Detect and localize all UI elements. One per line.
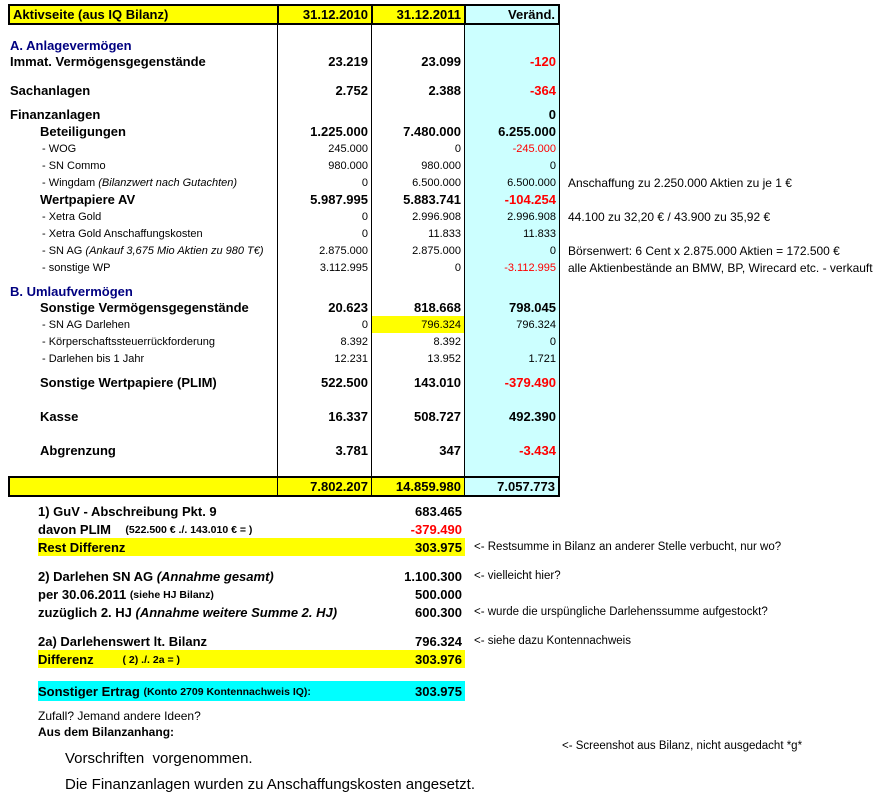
spacer-row	[8, 25, 560, 37]
cell-2010: 0	[277, 316, 371, 333]
cell-change	[464, 99, 560, 106]
analysis-row	[38, 502, 874, 520]
cell-2010: 12.231	[277, 350, 371, 367]
cell-2010	[277, 367, 371, 374]
cell-2011: 23.099	[371, 53, 464, 70]
analysis-section	[38, 502, 874, 701]
balance-rows	[8, 25, 873, 476]
cell-2011	[371, 106, 464, 123]
cell-2011	[371, 25, 464, 37]
analysis-annotation: <- vielleicht hier?	[474, 570, 561, 582]
table-row	[8, 408, 560, 425]
cell-change: -3.434	[464, 442, 560, 459]
row-label: B. Umlaufvermögen	[10, 283, 133, 299]
row-label	[8, 25, 277, 37]
table-row	[8, 174, 792, 191]
footer-heading: Aus dem Bilanzanhang:	[38, 725, 175, 739]
analysis-value: 1.100.300	[404, 568, 462, 584]
cell-2010	[277, 459, 371, 476]
spacer-row	[8, 459, 560, 476]
cell-change: 798.045	[464, 299, 560, 316]
bilanz-excerpt-line1: Vorschriften vorgenommen.	[65, 750, 253, 767]
table-row	[8, 350, 560, 367]
header-col-2010: 31.12.2010	[277, 6, 371, 23]
analysis-cell	[38, 538, 465, 556]
cell-2011: 2.388	[371, 82, 464, 99]
analysis-value: 303.975	[415, 539, 462, 555]
cell-2010: 3.112.995	[277, 259, 371, 276]
cell-2010: 23.219	[277, 53, 371, 70]
row-label	[8, 70, 277, 82]
table-row	[8, 140, 560, 157]
row-annotation: alle Aktienbestände an BMW, BP, Wirecard etc. - verkauft	[568, 260, 873, 275]
balance-table	[8, 4, 873, 497]
cell-change: 6.255.000	[464, 123, 560, 140]
analysis-cell: per 30.06.2011 (siehe HJ Bilanz) 500.000	[38, 585, 465, 603]
analysis-cell: davon PLIM (522.500 € ./. 143.010 € = ) -379.490	[38, 520, 465, 538]
row-label	[8, 367, 277, 374]
spacer-row	[8, 367, 560, 374]
analysis-label: Rest Differenz	[38, 539, 126, 555]
spacer-row	[8, 99, 560, 106]
table-header	[8, 4, 560, 25]
cell-change: 1.721	[464, 350, 560, 367]
analysis-value: 303.976	[415, 651, 462, 667]
analysis-cell	[38, 632, 465, 650]
row-label: - Darlehen bis 1 Jahr	[42, 352, 145, 365]
analysis-cell: 2) Darlehen SN AG (Annahme gesamt) 1.100.300	[38, 567, 465, 585]
cell-2010	[277, 283, 371, 299]
total-2010: 7.802.207	[277, 478, 371, 495]
cell-2010: 522.500	[277, 374, 371, 391]
cell-2011: 11.833	[371, 225, 464, 242]
screenshot-note: <- Screenshot aus Bilanz, nicht ausgedacht *g*	[562, 740, 803, 752]
row-label: Sonstige Vermögensgegenstände	[40, 300, 249, 315]
cell-2011: 0	[371, 140, 464, 157]
cell-2011	[371, 37, 464, 53]
row-label	[8, 99, 277, 106]
row-label	[8, 425, 277, 442]
cell-change: 11.833	[464, 225, 560, 242]
table-row	[8, 225, 560, 242]
analysis-label: davon PLIM	[38, 521, 126, 537]
spacer-row	[38, 668, 874, 679]
spacer-row	[8, 70, 560, 82]
cell-2011: 0	[371, 259, 464, 276]
cell-change	[464, 459, 560, 476]
table-row	[8, 242, 840, 259]
row-label: Abgrenzung	[40, 443, 116, 458]
cell-change	[464, 425, 560, 442]
cell-2010	[277, 37, 371, 53]
cell-2011	[371, 367, 464, 374]
cell-2010: 20.623	[277, 299, 371, 316]
header-title-cell: Aktivseite (aus IQ Bilanz)	[10, 6, 277, 23]
table-row	[8, 82, 560, 99]
cell-change	[464, 391, 560, 408]
table-row	[8, 157, 560, 174]
cell-change: 796.324	[464, 316, 560, 333]
row-label: Immat. Vermögensgegenstände	[10, 54, 206, 69]
cell-2010: 2.752	[277, 82, 371, 99]
cell-change: 0	[464, 106, 560, 123]
row-label: A. Anlagevermögen	[10, 37, 132, 53]
cell-2010: 3.781	[277, 442, 371, 459]
table-row	[8, 53, 560, 70]
cell-2011: 13.952	[371, 350, 464, 367]
cell-2011: 7.480.000	[371, 123, 464, 140]
table-row	[8, 442, 560, 459]
cell-change: 0	[464, 242, 560, 259]
cell-2010: 0	[277, 174, 371, 191]
header-col-2011: 31.12.2011	[371, 6, 464, 23]
spacer-row	[38, 556, 874, 567]
cell-change	[464, 276, 560, 283]
analysis-label: 1) GuV - Abschreibung Pkt. 9	[38, 503, 217, 519]
cell-2011: 2.996.908	[371, 208, 464, 225]
cell-change: 492.390	[464, 408, 560, 425]
footer-question: Zufall? Jemand andere Ideen?	[38, 709, 201, 723]
cell-2011: 980.000	[371, 157, 464, 174]
cell-2010	[277, 106, 371, 123]
cell-2011	[371, 459, 464, 476]
cell-change: -104.254	[464, 191, 560, 208]
analysis-row	[38, 520, 874, 538]
cell-change: -245.000	[464, 140, 560, 157]
cell-change: 0	[464, 333, 560, 350]
row-label	[8, 276, 277, 283]
cell-change: -3.112.995	[464, 259, 560, 276]
cell-2010: 5.987.995	[277, 191, 371, 208]
cell-2011	[371, 99, 464, 106]
analysis-row	[38, 681, 874, 701]
total-2011: 14.859.980	[371, 478, 464, 495]
cell-change	[464, 367, 560, 374]
cell-2010: 16.337	[277, 408, 371, 425]
table-row	[8, 283, 560, 299]
cell-2011	[371, 283, 464, 299]
cell-2010: 0	[277, 225, 371, 242]
cell-2010	[277, 70, 371, 82]
analysis-label: 2a) Darlehenswert lt. Bilanz	[38, 633, 208, 649]
table-row	[8, 208, 771, 225]
analysis-value: 303.975	[415, 683, 462, 699]
cell-2011: 818.668	[371, 299, 464, 316]
row-label: Sonstige Wertpapiere (PLIM)	[40, 375, 217, 390]
cell-change	[464, 25, 560, 37]
analysis-row	[38, 650, 874, 668]
cell-change: -120	[464, 53, 560, 70]
cell-2011: 347	[371, 442, 464, 459]
analysis-label: per 30.06.2011	[38, 586, 130, 602]
cell-2011: 6.500.000	[371, 174, 464, 191]
table-row	[8, 259, 873, 276]
cell-2011	[371, 391, 464, 408]
cell-2011: 796.324	[371, 316, 464, 333]
row-label: - SN AG (Ankauf 3,675 Mio Aktien zu 980 T€)	[42, 244, 264, 257]
cell-2010	[277, 276, 371, 283]
table-row	[8, 106, 560, 123]
row-label: Wertpapiere AV	[40, 192, 136, 207]
row-label: Beteiligungen	[40, 124, 126, 139]
cell-change: 2.996.908	[464, 208, 560, 225]
cell-2010: 0	[277, 208, 371, 225]
row-label: - sonstige WP	[42, 261, 111, 274]
analysis-cell: zuzüglich 2. HJ (Annahme weitere Summe 2. HJ) 600.300	[38, 603, 465, 621]
analysis-value: 500.000	[415, 586, 462, 602]
analysis-row	[38, 632, 874, 650]
row-annotation: Börsenwert: 6 Cent x 2.875.000 Aktien = 172.500 €	[568, 243, 840, 258]
spreadsheet	[0, 4, 874, 793]
row-label: Sachanlagen	[10, 83, 91, 98]
row-label: - Wingdam (Bilanzwert nach Gutachten)	[42, 176, 238, 189]
table-row	[8, 191, 560, 208]
row-label	[8, 391, 277, 408]
total-label	[10, 478, 277, 495]
cell-2011: 5.883.741	[371, 191, 464, 208]
table-row	[8, 299, 560, 316]
spacer-row	[8, 425, 560, 442]
cell-2010: 1.225.000	[277, 123, 371, 140]
analysis-annotation: <- wurde die urspüngliche Darlehenssumme aufgestockt?	[474, 606, 768, 618]
header-col-change: Veränd.	[464, 6, 558, 23]
row-label: - Xetra Gold Anschaffungskosten	[42, 227, 203, 240]
spacer-row	[38, 621, 874, 632]
analysis-label: 2) Darlehen SN AG	[38, 568, 157, 584]
cell-change: -379.490	[464, 374, 560, 391]
analysis-row	[38, 603, 874, 621]
row-label: Finanzanlagen	[10, 107, 101, 122]
cell-change: 6.500.000	[464, 174, 560, 191]
analysis-cell	[38, 502, 465, 520]
cell-2011	[371, 276, 464, 283]
cell-2010	[277, 425, 371, 442]
cell-2011: 143.010	[371, 374, 464, 391]
analysis-label: Differenz	[38, 651, 123, 667]
row-label	[8, 459, 277, 476]
analysis-annotation: <- Restsumme in Bilanz an anderer Stelle verbucht, nur wo?	[474, 541, 782, 553]
row-annotation: Anschaffung zu 2.250.000 Aktien zu je 1 €	[568, 175, 792, 190]
total-change: 7.057.773	[464, 478, 558, 495]
cell-2010: 980.000	[277, 157, 371, 174]
cell-2010: 2.875.000	[277, 242, 371, 259]
cell-change	[464, 283, 560, 299]
row-annotation: 44.100 zu 32,20 € / 43.900 zu 35,92 €	[568, 209, 771, 224]
table-row	[8, 316, 560, 333]
analysis-value: 683.465	[415, 503, 462, 519]
analysis-cell: Sonstiger Ertrag (Konto 2709 Kontennachweis IQ): 303.975	[38, 681, 465, 701]
spacer-row	[8, 391, 560, 408]
cell-2010: 245.000	[277, 140, 371, 157]
row-label: - Xetra Gold	[42, 210, 102, 223]
row-label: Kasse	[40, 409, 79, 424]
cell-2011: 2.875.000	[371, 242, 464, 259]
analysis-value: -379.490	[410, 521, 462, 537]
analysis-cell: Differenz ( 2) ./. 2a = ) 303.976	[38, 650, 465, 668]
analysis-row	[38, 585, 874, 603]
row-label: - SN Commo	[42, 159, 106, 172]
analysis-row	[38, 567, 874, 585]
cell-2011	[371, 425, 464, 442]
cell-2011: 508.727	[371, 408, 464, 425]
cell-change: -364	[464, 82, 560, 99]
bilanz-excerpt-line2: Die Finanzanlagen wurden zu Anschaffungskosten angesetzt.	[65, 776, 475, 793]
analysis-annotation: <- siehe dazu Kontennachweis	[474, 635, 631, 647]
cell-2010	[277, 25, 371, 37]
row-label: - SN AG Darlehen	[42, 318, 131, 331]
table-row	[8, 37, 560, 53]
row-label: - WOG	[42, 142, 77, 155]
table-row	[8, 374, 560, 391]
cell-2011	[371, 70, 464, 82]
table-row	[8, 123, 560, 140]
cell-change: 0	[464, 157, 560, 174]
analysis-value: 600.300	[415, 604, 462, 620]
analysis-label: zuzüglich 2. HJ	[38, 604, 136, 620]
cell-2010	[277, 99, 371, 106]
row-label: - Körperschaftssteuerrückforderung	[42, 335, 216, 348]
table-row	[8, 333, 560, 350]
analysis-value: 796.324	[415, 633, 462, 649]
spacer-row	[8, 276, 560, 283]
cell-2010	[277, 391, 371, 408]
total-row	[8, 476, 560, 497]
cell-2010: 8.392	[277, 333, 371, 350]
analysis-label: Sonstiger Ertrag	[38, 683, 144, 699]
cell-2011: 8.392	[371, 333, 464, 350]
cell-change	[464, 70, 560, 82]
analysis-row	[38, 538, 874, 556]
cell-change	[464, 37, 560, 53]
